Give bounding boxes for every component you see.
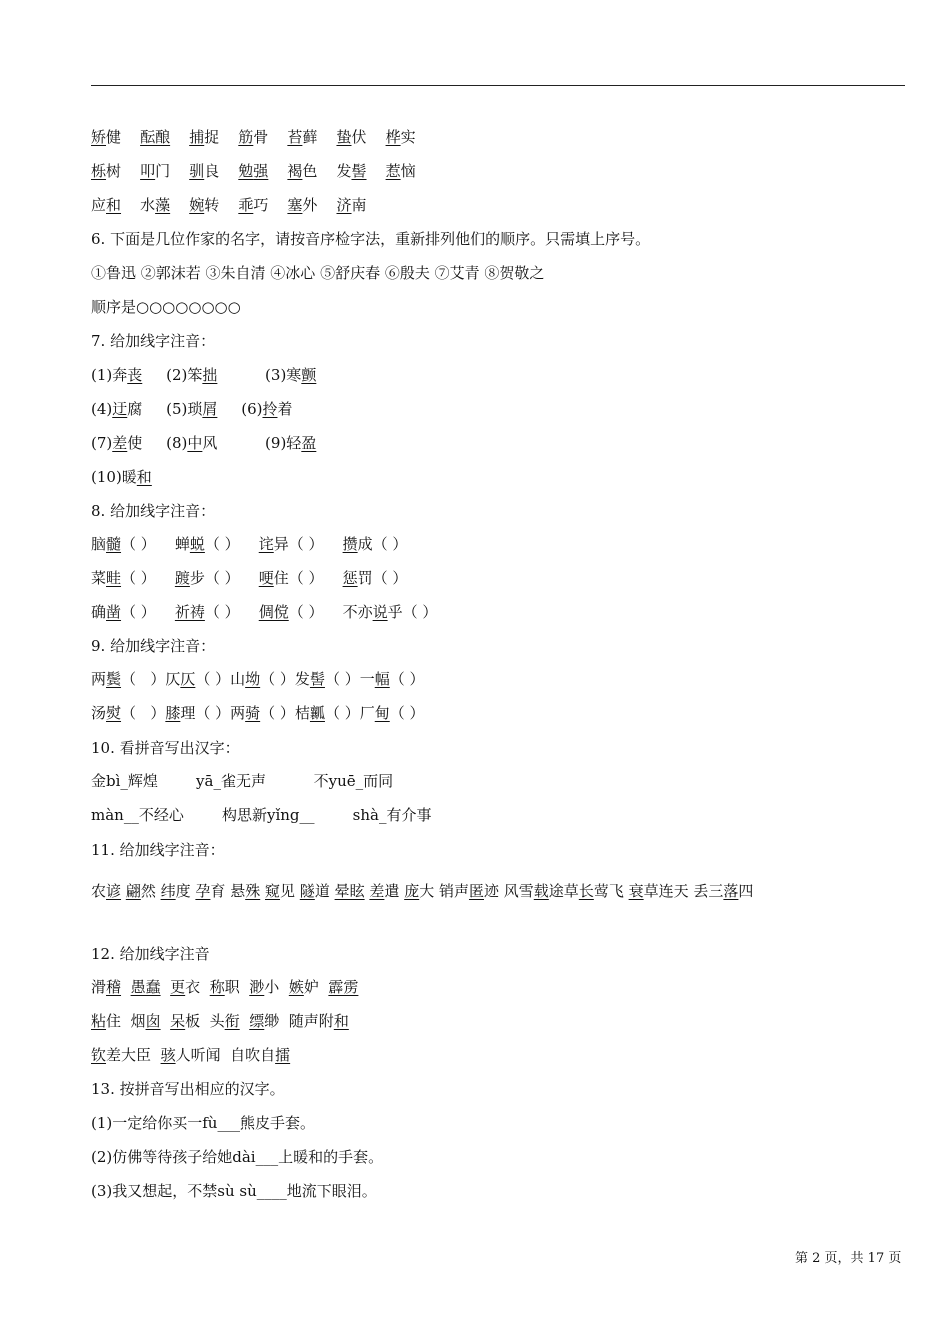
underlined-char: 熨: [106, 704, 122, 722]
underlined-char: 庞: [404, 882, 420, 900]
text-segment: （ ）: [121, 603, 175, 621]
text-segment: 藓: [302, 128, 337, 146]
underlined-char: 乖: [238, 196, 254, 214]
text-line: [91, 501, 215, 521]
text-segment: [268, 162, 287, 180]
underlined-char: 衔: [224, 1012, 240, 1030]
text-segment: 10. 看拼音写出汉字：: [91, 739, 240, 757]
underlined-char: 晕眩: [334, 882, 365, 900]
underlined-char: 窥: [265, 882, 281, 900]
text-segment: 巧: [253, 196, 288, 214]
underlined-char: 和: [333, 1012, 349, 1030]
text-segment: 衣: [185, 978, 210, 996]
underlined-char: 霹雳: [328, 978, 359, 996]
underlined-char: 髻: [309, 670, 325, 688]
text-segment: （ ）厂: [324, 704, 375, 722]
text-line: [91, 873, 907, 909]
text-line: [91, 263, 544, 283]
text-segment: （ ）: [389, 704, 425, 722]
underlined-char: 称: [209, 978, 225, 996]
text-segment: 两: [91, 670, 107, 688]
text-line: [91, 738, 240, 758]
text-segment: 确: [91, 603, 107, 621]
underlined-char: 孕: [195, 882, 211, 900]
text-segment: [121, 978, 131, 996]
underlined-char: 畦: [106, 569, 122, 587]
text-segment: （ ）山: [195, 670, 246, 688]
text-segment: 步（ ）: [189, 569, 259, 587]
underlined-char: 隧: [299, 882, 315, 900]
text-line: [91, 771, 393, 791]
text-line: [91, 840, 225, 860]
underlined-char: 嫉: [288, 978, 304, 996]
text-segment: 缈 随声附: [264, 1012, 334, 1030]
text-segment: 顺序是○○○○○○○○: [91, 298, 241, 316]
underlined-char: 鬓: [106, 670, 122, 688]
text-line: [91, 399, 293, 419]
underlined-char: 藻: [155, 196, 171, 214]
text-line: [91, 161, 416, 181]
text-segment: （ ）: [121, 569, 175, 587]
underlined-char: 济: [336, 196, 352, 214]
text-segment: 职: [224, 978, 250, 996]
text-segment: 成（ ）: [357, 535, 408, 553]
text-segment: [367, 162, 386, 180]
text-segment: [161, 1012, 171, 1030]
text-segment: （ ）桔: [260, 704, 310, 722]
underlined-char: 仄: [180, 670, 196, 688]
underlined-char: 长: [578, 882, 594, 900]
text-segment: 8. 给加线字注音：: [91, 502, 216, 520]
text-segment: [161, 978, 171, 996]
underlined-char: 髓: [106, 535, 122, 553]
underlined-char: 说: [372, 603, 388, 621]
underlined-char: 甸: [374, 704, 390, 722]
underlined-char: 筋: [238, 128, 254, 146]
underlined-char: 衰: [628, 882, 644, 900]
text-segment: 板 头: [185, 1012, 225, 1030]
text-line: [91, 331, 215, 351]
page-footer: 第 2 页，共 17 页: [795, 1251, 902, 1266]
text-segment: 水: [140, 196, 156, 214]
text-line: [91, 297, 241, 317]
underlined-char: 强: [253, 162, 269, 180]
text-segment: 农: [91, 882, 107, 900]
text-segment: 汤: [91, 704, 107, 722]
text-segment: 差大臣: [106, 1046, 161, 1064]
text-segment: （ ）: [204, 535, 259, 553]
text-segment: 菜: [91, 569, 107, 587]
underlined-char: 囱: [145, 1012, 161, 1030]
underlined-char: 膝: [165, 704, 181, 722]
underlined-char: 倜傥: [258, 603, 289, 621]
underlined-char: 愚蠢: [130, 978, 161, 996]
text-segment: 着: [277, 400, 293, 418]
text-segment: 风 (9)轻: [202, 434, 302, 452]
underlined-char: 勉: [238, 162, 254, 180]
text-segment: 莺飞: [593, 882, 629, 900]
text-segment: （ ） 不亦: [288, 603, 373, 621]
text-segment: 色: [302, 162, 337, 180]
text-segment: 12. 给加线字注音: [91, 945, 210, 963]
text-line: [91, 805, 431, 825]
text-segment: （ ）: [121, 704, 166, 722]
text-segment: (3)我又想起，不禁sù sù____地流下眼泪。: [91, 1182, 377, 1200]
underlined-char: 叩: [140, 162, 156, 180]
underlined-char: 祈祷: [174, 603, 205, 621]
text-segment: 理（ ）两: [180, 704, 246, 722]
text-segment: 腐 (5)琐: [127, 400, 203, 418]
text-segment: 见: [280, 882, 300, 900]
underlined-char: 丧: [127, 366, 143, 384]
text-segment: 树: [106, 162, 141, 180]
text-segment: (2)笨: [142, 366, 203, 384]
underlined-char: 差: [112, 434, 128, 452]
text-segment: 乎（ ）: [387, 603, 438, 621]
text-segment: 途草: [548, 882, 579, 900]
underlined-char: 褐: [287, 162, 303, 180]
text-line: [91, 944, 210, 964]
text-segment: 遣: [384, 882, 405, 900]
underlined-char: 屑: [202, 400, 218, 418]
underlined-char: 中: [187, 434, 203, 452]
text-segment: (3)寒: [217, 366, 302, 384]
text-segment: [121, 196, 140, 214]
text-line: [91, 365, 316, 385]
underlined-char: 瓤: [309, 704, 325, 722]
text-segment: 11. 给加线字注音：: [91, 841, 225, 859]
underlined-char: 幅: [374, 670, 390, 688]
text-segment: 异（ ）: [273, 535, 343, 553]
text-segment: （ ） 蝉: [121, 535, 190, 553]
text-segment: (1)一定给你买一fù___熊皮手套。: [91, 1114, 315, 1132]
text-line: [91, 534, 407, 554]
header-rule: [91, 85, 905, 86]
text-segment: 住（ ）: [273, 569, 343, 587]
underlined-char: 颤: [301, 366, 317, 384]
underlined-char: 桦: [385, 128, 401, 146]
text-segment: 使 (8): [127, 434, 188, 452]
text-segment: (6): [217, 400, 263, 418]
underlined-char: 盈: [301, 434, 317, 452]
text-line: [91, 669, 425, 689]
text-line: [91, 195, 367, 215]
underlined-char: 坳: [245, 670, 261, 688]
text-segment: 转: [204, 196, 239, 214]
underlined-char: 载: [533, 882, 549, 900]
text-segment: 实: [400, 128, 416, 146]
underlined-char: 迂: [112, 400, 128, 418]
text-segment: (7): [91, 434, 113, 452]
text-segment: 小: [264, 978, 289, 996]
text-segment: 骨: [253, 128, 288, 146]
text-line: [91, 1147, 383, 1167]
text-segment: 13. 按拼音写出相应的汉字。: [91, 1080, 285, 1098]
underlined-char: 粘: [91, 1012, 107, 1030]
text-segment: 发: [336, 162, 352, 180]
text-segment: (1)奔: [91, 366, 128, 384]
underlined-char: 呆: [170, 1012, 186, 1030]
text-segment: 人听闻 自吹自: [175, 1046, 276, 1064]
text-line: [91, 433, 316, 453]
text-segment: 金bì_辉煌 yā_雀无声 不yuē_而同: [91, 772, 394, 790]
underlined-char: 缥: [249, 1012, 265, 1030]
text-segment: [170, 128, 189, 146]
text-segment: 草连天 丢三: [643, 882, 724, 900]
text-line: [91, 1181, 377, 1201]
text-segment: 育 悬: [210, 882, 246, 900]
underlined-char: 擂: [275, 1046, 291, 1064]
text-segment: 应: [91, 196, 107, 214]
text-segment: 门: [155, 162, 190, 180]
text-segment: màn__不经心 构思新yǐng__ shà_有介事: [91, 806, 432, 824]
underlined-char: 蛰: [336, 128, 352, 146]
underlined-char: 捕: [189, 128, 205, 146]
text-line: [91, 568, 407, 588]
underlined-char: 栎: [91, 162, 107, 180]
text-line: [91, 1079, 285, 1099]
text-segment: [240, 1012, 250, 1030]
text-segment: （ ）仄: [121, 670, 181, 688]
text-line: [91, 636, 215, 656]
text-segment: 南: [351, 196, 367, 214]
text-segment: 迹 风雪: [484, 882, 534, 900]
underlined-char: 婉: [189, 196, 205, 214]
underlined-char: 纬: [160, 882, 176, 900]
underlined-char: 落: [723, 882, 739, 900]
text-segment: 妒: [303, 978, 329, 996]
underlined-char: 凿: [106, 603, 122, 621]
underlined-char: 酝酿: [140, 128, 171, 146]
text-segment: (2)仿佛等待孩子给她dài___上暖和的手套。: [91, 1148, 384, 1166]
underlined-char: 翩: [125, 882, 141, 900]
text-line: [91, 1011, 349, 1031]
underlined-char: 渺: [249, 978, 265, 996]
text-line: [91, 977, 358, 997]
underlined-char: 矫: [91, 128, 107, 146]
underlined-char: 殊: [245, 882, 261, 900]
underlined-char: 塞: [287, 196, 303, 214]
text-segment: 罚（ ）: [357, 569, 408, 587]
text-segment: （ ）: [389, 670, 425, 688]
text-segment: ①鲁迅 ②郭沫若 ③朱自清 ④冰心 ⑤舒庆春 ⑥殷夫 ⑦艾青 ⑧贺敬之: [91, 264, 545, 282]
text-segment: （ ）发: [260, 670, 310, 688]
text-segment: 脑: [91, 535, 107, 553]
underlined-char: 惹: [385, 162, 401, 180]
underlined-char: 骑: [245, 704, 261, 722]
underlined-char: 差: [369, 882, 385, 900]
text-segment: (4): [91, 400, 113, 418]
text-segment: 四: [738, 882, 754, 900]
text-segment: 9. 给加线字注音：: [91, 637, 216, 655]
text-segment: (10)暖: [91, 468, 137, 486]
text-segment: 6. 下面是几位作家的名字，请按音序检字法，重新排列他们的顺序。只需填上序号。: [91, 230, 651, 248]
text-segment: 良: [204, 162, 239, 180]
underlined-char: 诧: [258, 535, 274, 553]
underlined-char: 更: [170, 978, 186, 996]
text-segment: 恼: [400, 162, 416, 180]
underlined-char: 踱: [174, 569, 190, 587]
underlined-char: 惩: [342, 569, 358, 587]
text-segment: 度: [175, 882, 196, 900]
text-segment: 道: [314, 882, 335, 900]
underlined-char: 拎: [262, 400, 278, 418]
underlined-char: 拙: [202, 366, 218, 384]
text-line: [91, 229, 650, 249]
text-line: [91, 1113, 315, 1133]
text-line: [91, 127, 416, 147]
text-line: [91, 467, 152, 487]
text-line: [91, 703, 425, 723]
text-segment: 捉: [204, 128, 239, 146]
text-segment: 滑: [91, 978, 107, 996]
text-segment: 外: [302, 196, 337, 214]
underlined-char: 匿: [468, 882, 484, 900]
text-segment: 然: [140, 882, 161, 900]
text-segment: 健: [106, 128, 141, 146]
text-segment: （ ）: [204, 603, 259, 621]
underlined-char: 髻: [351, 162, 367, 180]
underlined-char: 和: [136, 468, 152, 486]
underlined-char: 驯: [189, 162, 205, 180]
text-segment: [170, 196, 189, 214]
text-segment: 伏: [351, 128, 386, 146]
text-segment: 7. 给加线字注音：: [91, 332, 216, 350]
underlined-char: 哽: [258, 569, 274, 587]
text-segment: 大 销声: [419, 882, 469, 900]
underlined-char: 和: [106, 196, 122, 214]
underlined-char: 骇: [160, 1046, 176, 1064]
text-line: [91, 1045, 290, 1065]
underlined-char: 稽: [106, 978, 122, 996]
text-line: [91, 602, 437, 622]
underlined-char: 钦: [91, 1046, 107, 1064]
underlined-char: 谚: [106, 882, 122, 900]
text-segment: （ ）一: [324, 670, 375, 688]
underlined-char: 蜕: [189, 535, 205, 553]
underlined-char: 苔: [287, 128, 303, 146]
underlined-char: 攒: [342, 535, 358, 553]
text-segment: 住 烟: [106, 1012, 146, 1030]
